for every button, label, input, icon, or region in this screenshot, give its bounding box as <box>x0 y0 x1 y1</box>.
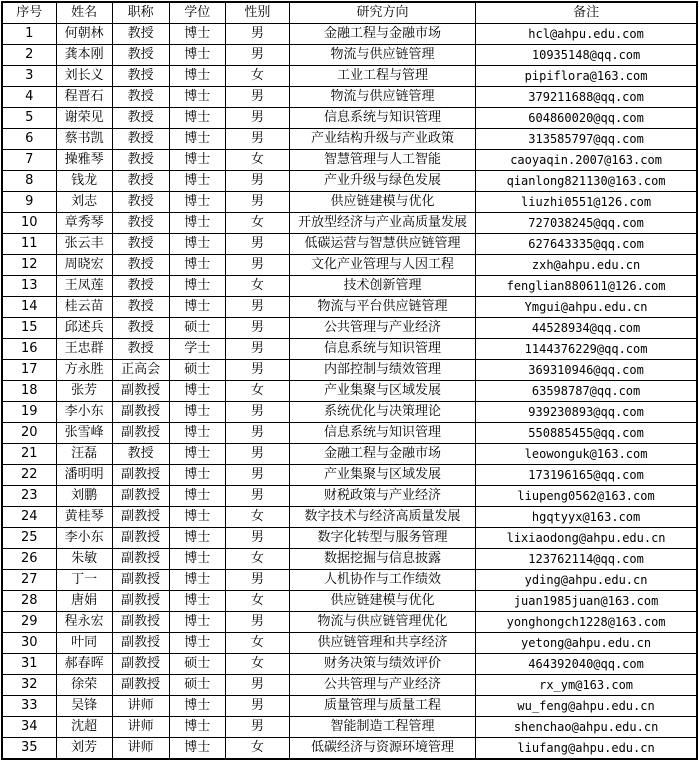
cell-research: 产业升级与绿色发展 <box>289 171 475 192</box>
column-header-remark: 备注 <box>476 2 697 24</box>
cell-gender: 女 <box>225 507 289 528</box>
cell-remark: shenchao@ahpu.edu.cn <box>476 717 697 738</box>
cell-gender: 女 <box>225 213 289 234</box>
table-row <box>2 402 697 423</box>
cell-no: 35 <box>2 738 56 760</box>
cell-name: 龚本刚 <box>56 45 112 66</box>
cell-remark: 44528934@qq.com <box>476 318 697 339</box>
cell-gender: 女 <box>225 591 289 612</box>
table-row <box>2 192 697 213</box>
cell-no: 10 <box>2 213 56 234</box>
table-row <box>2 66 697 87</box>
column-header-degree: 学位 <box>169 2 225 24</box>
cell-title: 教授 <box>112 150 169 171</box>
cell-remark: 10935148@qq.com <box>476 45 697 66</box>
cell-research: 产业结构升级与产业政策 <box>289 129 475 150</box>
cell-no: 5 <box>2 108 56 129</box>
cell-degree: 博士 <box>169 528 225 549</box>
cell-degree: 博士 <box>169 549 225 570</box>
cell-gender: 女 <box>225 654 289 675</box>
cell-title: 教授 <box>112 297 169 318</box>
cell-name: 刘志 <box>56 192 112 213</box>
cell-title: 副教授 <box>112 675 169 696</box>
cell-degree: 博士 <box>169 423 225 444</box>
cell-no: 22 <box>2 465 56 486</box>
cell-title: 副教授 <box>112 612 169 633</box>
cell-research: 供应链建模与优化 <box>289 192 475 213</box>
cell-title: 副教授 <box>112 381 169 402</box>
cell-gender: 男 <box>225 486 289 507</box>
cell-name: 程晋石 <box>56 87 112 108</box>
cell-name: 李小东 <box>56 528 112 549</box>
cell-remark: juan1985juan@163.com <box>476 591 697 612</box>
table-row <box>2 297 697 318</box>
cell-research: 公共管理与产业经济 <box>289 675 475 696</box>
cell-gender: 男 <box>225 360 289 381</box>
cell-title: 副教授 <box>112 591 169 612</box>
cell-gender: 男 <box>225 129 289 150</box>
cell-name: 叶同 <box>56 633 112 654</box>
cell-name: 张云丰 <box>56 234 112 255</box>
cell-gender: 男 <box>225 465 289 486</box>
table-row <box>2 465 697 486</box>
cell-gender: 男 <box>225 528 289 549</box>
cell-gender: 男 <box>225 87 289 108</box>
cell-title: 教授 <box>112 276 169 297</box>
cell-name: 唐娟 <box>56 591 112 612</box>
column-header-research: 研究方向 <box>289 2 475 24</box>
cell-gender: 男 <box>225 423 289 444</box>
cell-remark: rx_ym@163.com <box>476 675 697 696</box>
cell-gender: 男 <box>225 339 289 360</box>
table-row <box>2 108 697 129</box>
cell-gender: 男 <box>225 675 289 696</box>
cell-no: 32 <box>2 675 56 696</box>
cell-degree: 博士 <box>169 717 225 738</box>
cell-name: 方永胜 <box>56 360 112 381</box>
cell-title: 副教授 <box>112 486 169 507</box>
cell-name: 黄桂琴 <box>56 507 112 528</box>
cell-research: 数字化转型与服务管理 <box>289 528 475 549</box>
cell-name: 吴锋 <box>56 696 112 717</box>
cell-gender: 女 <box>225 66 289 87</box>
cell-name: 郝春晖 <box>56 654 112 675</box>
table-row <box>2 486 697 507</box>
table-row <box>2 654 697 675</box>
cell-title: 教授 <box>112 108 169 129</box>
table-row <box>2 255 697 276</box>
cell-degree: 博士 <box>169 276 225 297</box>
cell-remark: 369310946@qq.com <box>476 360 697 381</box>
cell-remark: leowonguk@163.com <box>476 444 697 465</box>
cell-degree: 博士 <box>169 633 225 654</box>
cell-remark: liuzhi0551@126.com <box>476 192 697 213</box>
cell-no: 18 <box>2 381 56 402</box>
cell-remark: pipiflora@163.com <box>476 66 697 87</box>
cell-remark: 123762114@qq.com <box>476 549 697 570</box>
cell-no: 33 <box>2 696 56 717</box>
cell-remark: yonghongch1228@163.com <box>476 612 697 633</box>
cell-degree: 博士 <box>169 612 225 633</box>
cell-name: 邱述兵 <box>56 318 112 339</box>
cell-title: 讲师 <box>112 696 169 717</box>
cell-remark: 1144376229@qq.com <box>476 339 697 360</box>
cell-research: 内部控制与绩效管理 <box>289 360 475 381</box>
cell-no: 6 <box>2 129 56 150</box>
table-row <box>2 591 697 612</box>
cell-no: 17 <box>2 360 56 381</box>
cell-gender: 男 <box>225 444 289 465</box>
cell-remark: 464392040@qq.com <box>476 654 697 675</box>
cell-degree: 博士 <box>169 738 225 760</box>
cell-degree: 硕士 <box>169 318 225 339</box>
cell-remark: fenglian880611@126.com <box>476 276 697 297</box>
cell-degree: 博士 <box>169 381 225 402</box>
cell-no: 9 <box>2 192 56 213</box>
cell-title: 副教授 <box>112 549 169 570</box>
cell-remark: 627643335@qq.com <box>476 234 697 255</box>
cell-research: 物流与供应链管理优化 <box>289 612 475 633</box>
cell-research: 财税政策与产业经济 <box>289 486 475 507</box>
cell-name: 程永宏 <box>56 612 112 633</box>
cell-remark: liufang@ahpu.edu.cn <box>476 738 697 760</box>
cell-no: 26 <box>2 549 56 570</box>
cell-gender: 男 <box>225 24 289 45</box>
table-row <box>2 339 697 360</box>
cell-research: 人机协作与工作绩效 <box>289 570 475 591</box>
cell-title: 教授 <box>112 66 169 87</box>
cell-title: 讲师 <box>112 738 169 760</box>
cell-title: 副教授 <box>112 633 169 654</box>
cell-degree: 博士 <box>169 24 225 45</box>
cell-no: 30 <box>2 633 56 654</box>
cell-name: 刘长义 <box>56 66 112 87</box>
cell-no: 8 <box>2 171 56 192</box>
cell-degree: 博士 <box>169 696 225 717</box>
cell-research: 金融工程与金融市场 <box>289 444 475 465</box>
cell-no: 13 <box>2 276 56 297</box>
table-row <box>2 45 697 66</box>
cell-degree: 硕士 <box>169 675 225 696</box>
cell-title: 副教授 <box>112 402 169 423</box>
cell-no: 31 <box>2 654 56 675</box>
cell-gender: 男 <box>225 297 289 318</box>
cell-research: 技术创新管理 <box>289 276 475 297</box>
table-row <box>2 738 697 760</box>
table-row <box>2 423 697 444</box>
cell-title: 教授 <box>112 234 169 255</box>
table-row <box>2 171 697 192</box>
cell-remark: 379211688@qq.com <box>476 87 697 108</box>
cell-title: 教授 <box>112 444 169 465</box>
cell-research: 金融工程与金融市场 <box>289 24 475 45</box>
cell-title: 教授 <box>112 213 169 234</box>
cell-research: 公共管理与产业经济 <box>289 318 475 339</box>
cell-no: 20 <box>2 423 56 444</box>
cell-title: 教授 <box>112 45 169 66</box>
table-row <box>2 24 697 45</box>
cell-research: 产业集聚与区域发展 <box>289 465 475 486</box>
cell-degree: 博士 <box>169 591 225 612</box>
cell-name: 王忠群 <box>56 339 112 360</box>
cell-remark: qianlong821130@163.com <box>476 171 697 192</box>
table-row <box>2 318 697 339</box>
cell-research: 系统优化与决策理论 <box>289 402 475 423</box>
cell-gender: 男 <box>225 717 289 738</box>
cell-research: 物流与平台供应链管理 <box>289 297 475 318</box>
cell-research: 信息系统与知识管理 <box>289 108 475 129</box>
cell-research: 低碳经济与资源环境管理 <box>289 738 475 760</box>
cell-remark: Ymgui@ahpu.edu.cn <box>476 297 697 318</box>
cell-remark: 173196165@qq.com <box>476 465 697 486</box>
cell-gender: 男 <box>225 402 289 423</box>
cell-no: 11 <box>2 234 56 255</box>
cell-name: 徐荣 <box>56 675 112 696</box>
cell-research: 信息系统与知识管理 <box>289 339 475 360</box>
table-row <box>2 87 697 108</box>
cell-gender: 男 <box>225 612 289 633</box>
table-row <box>2 612 697 633</box>
cell-degree: 博士 <box>169 171 225 192</box>
table-row <box>2 381 697 402</box>
cell-degree: 博士 <box>169 213 225 234</box>
cell-remark: hgqtyyx@163.com <box>476 507 697 528</box>
cell-research: 智能制造工程管理 <box>289 717 475 738</box>
cell-degree: 博士 <box>169 465 225 486</box>
cell-name: 沈超 <box>56 717 112 738</box>
cell-title: 教授 <box>112 87 169 108</box>
cell-no: 12 <box>2 255 56 276</box>
cell-gender: 女 <box>225 276 289 297</box>
cell-remark: 604860020@qq.com <box>476 108 697 129</box>
cell-title: 教授 <box>112 255 169 276</box>
cell-gender: 男 <box>225 192 289 213</box>
cell-gender: 男 <box>225 234 289 255</box>
cell-title: 正高会 <box>112 360 169 381</box>
cell-name: 丁一 <box>56 570 112 591</box>
cell-title: 教授 <box>112 339 169 360</box>
cell-degree: 博士 <box>169 129 225 150</box>
cell-title: 副教授 <box>112 654 169 675</box>
cell-no: 25 <box>2 528 56 549</box>
cell-remark: yetong@ahpu.edu.cn <box>476 633 697 654</box>
cell-name: 张芳 <box>56 381 112 402</box>
cell-no: 27 <box>2 570 56 591</box>
column-header-no: 序号 <box>2 2 56 24</box>
cell-no: 4 <box>2 87 56 108</box>
cell-degree: 博士 <box>169 87 225 108</box>
cell-degree: 博士 <box>169 255 225 276</box>
cell-title: 教授 <box>112 192 169 213</box>
table-row <box>2 129 697 150</box>
cell-research: 物流与供应链管理 <box>289 87 475 108</box>
cell-remark: 727038245@qq.com <box>476 213 697 234</box>
table-row <box>2 213 697 234</box>
cell-title: 教授 <box>112 318 169 339</box>
cell-title: 副教授 <box>112 570 169 591</box>
cell-degree: 博士 <box>169 45 225 66</box>
cell-remark: liupeng0562@163.com <box>476 486 697 507</box>
cell-remark: 939230893@qq.com <box>476 402 697 423</box>
cell-name: 潘明明 <box>56 465 112 486</box>
cell-name: 王凤莲 <box>56 276 112 297</box>
cell-degree: 学士 <box>169 339 225 360</box>
cell-no: 2 <box>2 45 56 66</box>
cell-title: 副教授 <box>112 528 169 549</box>
column-header-name: 姓名 <box>56 2 112 24</box>
cell-title: 副教授 <box>112 507 169 528</box>
cell-research: 数字技术与经济高质量发展 <box>289 507 475 528</box>
cell-degree: 博士 <box>169 297 225 318</box>
cell-title: 教授 <box>112 24 169 45</box>
cell-research: 供应链建模与优化 <box>289 591 475 612</box>
cell-gender: 男 <box>225 255 289 276</box>
cell-remark: 313585797@qq.com <box>476 129 697 150</box>
cell-name: 谢荣见 <box>56 108 112 129</box>
table-row <box>2 696 697 717</box>
cell-title: 教授 <box>112 171 169 192</box>
cell-research: 数据挖掘与信息披露 <box>289 549 475 570</box>
table-row <box>2 570 697 591</box>
cell-name: 朱敏 <box>56 549 112 570</box>
cell-research: 供应链管理和共享经济 <box>289 633 475 654</box>
cell-name: 张雪峰 <box>56 423 112 444</box>
cell-no: 16 <box>2 339 56 360</box>
cell-research: 质量管理与质量工程 <box>289 696 475 717</box>
cell-research: 工业工程与管理 <box>289 66 475 87</box>
cell-title: 副教授 <box>112 465 169 486</box>
cell-no: 29 <box>2 612 56 633</box>
column-header-gender: 性别 <box>225 2 289 24</box>
cell-name: 周晓宏 <box>56 255 112 276</box>
cell-degree: 博士 <box>169 444 225 465</box>
cell-no: 23 <box>2 486 56 507</box>
cell-gender: 男 <box>225 570 289 591</box>
cell-gender: 女 <box>225 381 289 402</box>
table-row <box>2 150 697 171</box>
cell-gender: 男 <box>225 45 289 66</box>
table-row <box>2 528 697 549</box>
faculty-table <box>1 1 698 760</box>
cell-name: 桂云苗 <box>56 297 112 318</box>
column-header-title: 职称 <box>112 2 169 24</box>
cell-title: 教授 <box>112 129 169 150</box>
cell-name: 章秀琴 <box>56 213 112 234</box>
cell-degree: 博士 <box>169 192 225 213</box>
cell-gender: 女 <box>225 738 289 760</box>
cell-degree: 硕士 <box>169 654 225 675</box>
cell-research: 低碳运营与智慧供应链管理 <box>289 234 475 255</box>
cell-research: 文化产业管理与人因工程 <box>289 255 475 276</box>
cell-no: 28 <box>2 591 56 612</box>
cell-name: 操雅琴 <box>56 150 112 171</box>
cell-remark: caoyaqin.2007@163.com <box>476 150 697 171</box>
cell-research: 财务决策与绩效评价 <box>289 654 475 675</box>
cell-gender: 女 <box>225 549 289 570</box>
cell-name: 何朝林 <box>56 24 112 45</box>
cell-gender: 男 <box>225 108 289 129</box>
cell-no: 15 <box>2 318 56 339</box>
cell-title: 讲师 <box>112 717 169 738</box>
cell-remark: 63598787@qq.com <box>476 381 697 402</box>
cell-degree: 博士 <box>169 150 225 171</box>
table-header-row <box>2 2 697 24</box>
cell-research: 产业集聚与区域发展 <box>289 381 475 402</box>
cell-research: 智慧管理与人工智能 <box>289 150 475 171</box>
cell-name: 汪磊 <box>56 444 112 465</box>
cell-research: 物流与供应链管理 <box>289 45 475 66</box>
table-body <box>2 24 697 760</box>
table-row <box>2 675 697 696</box>
cell-gender: 男 <box>225 696 289 717</box>
cell-gender: 男 <box>225 318 289 339</box>
cell-name: 刘鹏 <box>56 486 112 507</box>
table-row <box>2 633 697 654</box>
cell-degree: 博士 <box>169 66 225 87</box>
cell-no: 14 <box>2 297 56 318</box>
cell-remark: lixiaodong@ahpu.edu.cn <box>476 528 697 549</box>
cell-title: 副教授 <box>112 423 169 444</box>
cell-degree: 博士 <box>169 402 225 423</box>
cell-gender: 女 <box>225 150 289 171</box>
cell-research: 信息系统与知识管理 <box>289 423 475 444</box>
cell-degree: 博士 <box>169 486 225 507</box>
table-row <box>2 276 697 297</box>
cell-name: 刘芳 <box>56 738 112 760</box>
cell-name: 钱龙 <box>56 171 112 192</box>
cell-no: 1 <box>2 24 56 45</box>
cell-research: 开放型经济与产业高质量发展 <box>289 213 475 234</box>
table-row <box>2 444 697 465</box>
cell-degree: 硕士 <box>169 360 225 381</box>
cell-remark: zxh@ahpu.edu.cn <box>476 255 697 276</box>
cell-no: 7 <box>2 150 56 171</box>
table-row <box>2 360 697 381</box>
cell-gender: 男 <box>225 171 289 192</box>
cell-degree: 博士 <box>169 108 225 129</box>
cell-no: 34 <box>2 717 56 738</box>
cell-no: 21 <box>2 444 56 465</box>
table-row <box>2 717 697 738</box>
cell-degree: 博士 <box>169 570 225 591</box>
table-row <box>2 507 697 528</box>
cell-degree: 博士 <box>169 234 225 255</box>
table-row <box>2 234 697 255</box>
cell-no: 24 <box>2 507 56 528</box>
cell-gender: 女 <box>225 633 289 654</box>
cell-no: 19 <box>2 402 56 423</box>
cell-no: 3 <box>2 66 56 87</box>
cell-remark: yding@ahpu.edu.cn <box>476 570 697 591</box>
cell-remark: wu_feng@ahpu.edu.cn <box>476 696 697 717</box>
cell-remark: 550885455@qq.com <box>476 423 697 444</box>
table-row <box>2 549 697 570</box>
cell-name: 李小东 <box>56 402 112 423</box>
cell-name: 蔡书凯 <box>56 129 112 150</box>
cell-degree: 博士 <box>169 507 225 528</box>
cell-remark: hcl@ahpu.edu.com <box>476 24 697 45</box>
